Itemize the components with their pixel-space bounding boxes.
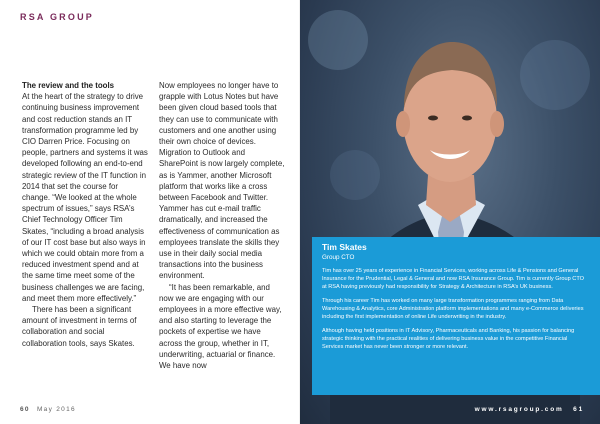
section-heading: The review and the tools — [22, 81, 115, 90]
eye — [462, 116, 472, 121]
paragraph: At the heart of the strategy to drive continuing business improvement and cost reduction stands an IT transformation programme led by CIO Darren Price. Focusing on people, partners and systems it was developed following an end-to-end strategic review of the IT function in 2014 that set the course for change. “We looked at the whole spectrum of issues,” says RSA’s Chief Technology Officer Tim Skates, “including a broad analysis of our IT cost base but also ways in which we could obtain more from a reduced investment spend and at the same time meet some of the business challenges we are facing, and meet them more effectively.” — [22, 92, 148, 303]
bio-paragraph: Through his career Tim has worked on many large transformation programmes ranging from Data Warehousing & Analytics, core Administration platform implementations and many e-Commerce deliveries including the first implementation of online Life underwriting in the industry. — [322, 298, 584, 320]
bio-role: Group CTO — [322, 254, 355, 261]
paragraph: “It has been remarkable, and now we are engaging with our employees in a more effective way, and also starting to leverage the pockets of expertise we have across the group, whether in IT, underwriting, actuarial or finance. We have now — [159, 282, 282, 371]
eye — [428, 116, 438, 121]
page-number: 60 — [20, 406, 30, 413]
ear — [490, 111, 504, 137]
left-folio — [20, 406, 76, 413]
website-url: www.rsagroup.com — [474, 406, 564, 413]
brand-header: RSA GROUP — [20, 12, 94, 22]
issue-date: May 2016 — [36, 406, 76, 413]
paragraph: Now employees no longer have to grapple with Lotus Notes but have been given cloud based tools that they can use to communicate with customers and one another using their own choice of devices. Migration to Outlook and SharePoint is now largely complete, as is Yammer, another Microsoft platform that works like a cross between Facebook and Twitter. Yammer has cut e-mail traffic dramatically, and increased the effectiveness of communication as employees translate the skills they use in their daily social media transactions into the business environment. — [159, 81, 285, 281]
bio-name: Tim Skates — [322, 242, 367, 252]
article-column-2 — [159, 80, 285, 371]
ear — [396, 111, 410, 137]
right-folio — [475, 406, 584, 413]
bio-paragraph: Although having held positions in IT Advisory, Pharmaceuticals and Banking, his passion for balancing strategic thinking with the practical realities of delivering business value in the competitive Financial Services market has never been stronger or more relevant. — [322, 328, 575, 350]
article-column-1 — [22, 80, 148, 349]
page-spine — [299, 0, 301, 424]
right-page — [300, 0, 600, 424]
page-number: 61 — [573, 406, 584, 413]
paragraph: There has been a significant amount of investment in terms of collaboration and social collaboration tools, says Skates. — [22, 305, 137, 348]
bio-caption-box — [312, 237, 600, 395]
bio-paragraph: Tim has over 25 years of experience in Financial Services, working across Life & Pensions and General Insurance for the Prudential, Legal & General and now RSA Insurance Group. Tim is currently Group CTO at RSA having previously had responsibility for Strategy & Architecture in RSA’s UK business. — [322, 268, 585, 290]
